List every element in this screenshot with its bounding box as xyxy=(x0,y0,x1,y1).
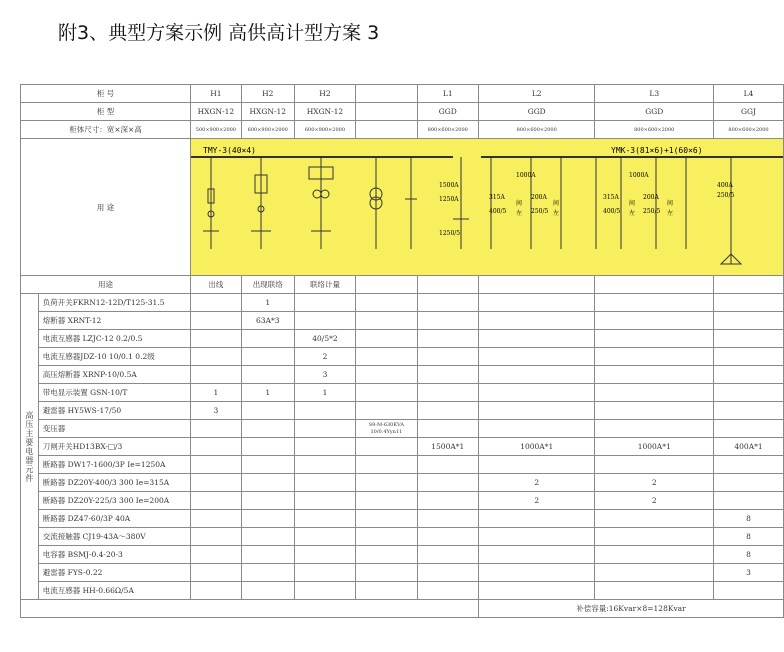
component-cell xyxy=(478,348,594,366)
component-cell xyxy=(478,366,594,384)
component-cell: 3 xyxy=(190,402,241,420)
component-cell: 3 xyxy=(294,366,355,384)
component-cell xyxy=(595,564,714,582)
component-name: 电容器 BSMJ-0.4-20-3 xyxy=(38,546,190,564)
component-cell xyxy=(241,582,294,600)
component-name: 负荷开关FKRN12-12D/T125-31.5 xyxy=(38,294,190,312)
component-name: 断路器 DZ20Y-400/3 300 Ie=315A xyxy=(38,474,190,492)
component-cell xyxy=(190,348,241,366)
component-cell xyxy=(356,564,417,582)
l1-rating-2: 1250/5 xyxy=(438,230,461,237)
l2-rating-7: 间 xyxy=(552,200,559,207)
table-row xyxy=(21,366,784,384)
single-line-diagram xyxy=(190,139,783,276)
component-cell xyxy=(356,492,417,510)
table-row xyxy=(21,546,784,564)
component-name: 电流互感器 LZJC-12 0.2/0.5 xyxy=(38,330,190,348)
component-cell xyxy=(417,294,478,312)
component-cell xyxy=(294,564,355,582)
header-cell: H2 xyxy=(294,85,355,103)
component-cell: 8 xyxy=(714,528,784,546)
component-cell xyxy=(356,366,417,384)
component-cell xyxy=(595,402,714,420)
component-name: 熔断器 XRNT-12 xyxy=(38,312,190,330)
component-cell: 2 xyxy=(595,474,714,492)
header-cell: 600×900×2000 xyxy=(294,121,355,139)
header-cell: L4 xyxy=(714,85,784,103)
component-cell xyxy=(595,294,714,312)
component-cell xyxy=(714,330,784,348)
component-cell xyxy=(417,510,478,528)
component-cell xyxy=(417,528,478,546)
component-cell: 1 xyxy=(241,384,294,402)
component-cell xyxy=(294,528,355,546)
usage-cell: 联络计量 xyxy=(294,276,355,294)
component-cell xyxy=(478,546,594,564)
component-cell xyxy=(714,420,784,438)
component-cell xyxy=(417,492,478,510)
component-cell xyxy=(478,330,594,348)
component-cell xyxy=(714,456,784,474)
component-cell xyxy=(478,402,594,420)
table-row xyxy=(21,510,784,528)
component-cell xyxy=(356,294,417,312)
l2-rating-4: 250/5 xyxy=(530,208,549,215)
component-cell xyxy=(478,384,594,402)
l3-rating-6: 左 xyxy=(628,210,635,217)
component-cell xyxy=(595,420,714,438)
l4-rating-1: 250/5 xyxy=(716,192,735,199)
component-cell xyxy=(478,510,594,528)
component-cell xyxy=(294,474,355,492)
header-cell: HXGN-12 xyxy=(190,103,241,121)
component-cell xyxy=(478,582,594,600)
component-cell xyxy=(356,348,417,366)
component-cell xyxy=(356,474,417,492)
component-cell: 8 xyxy=(714,546,784,564)
header-cell: GGD xyxy=(595,103,714,121)
component-cell xyxy=(190,456,241,474)
table-row xyxy=(21,420,784,438)
component-cell xyxy=(417,546,478,564)
component-cell xyxy=(241,492,294,510)
l3-rating-4: 250/5 xyxy=(642,208,661,215)
footer-empty xyxy=(21,600,479,618)
l2-rating-6: 左 xyxy=(515,210,522,217)
usage-cell xyxy=(356,276,417,294)
footer-row xyxy=(21,600,784,618)
header-cell: 800×600×2000 xyxy=(714,121,784,139)
component-cell xyxy=(294,312,355,330)
usage-cell xyxy=(595,276,714,294)
component-cell xyxy=(595,330,714,348)
component-cell xyxy=(714,294,784,312)
component-cell xyxy=(714,402,784,420)
component-name: 带电显示装置 GSN-10/T xyxy=(38,384,190,402)
component-cell xyxy=(417,564,478,582)
table-row xyxy=(21,348,784,366)
component-cell xyxy=(190,438,241,456)
component-cell xyxy=(478,312,594,330)
component-cell xyxy=(714,366,784,384)
header-row-number xyxy=(21,85,784,103)
component-cell: 1000A*1 xyxy=(595,438,714,456)
component-cell xyxy=(241,366,294,384)
l2-rating-3: 400/5 xyxy=(488,208,507,215)
component-cell xyxy=(417,402,478,420)
component-cell xyxy=(294,420,355,438)
component-cell xyxy=(595,582,714,600)
component-cell xyxy=(356,438,417,456)
table-row xyxy=(21,564,784,582)
component-cell xyxy=(241,402,294,420)
l2-rating-2: 200A xyxy=(530,194,547,201)
component-cell xyxy=(294,438,355,456)
component-cell xyxy=(241,564,294,582)
header-cell: 800×600×2000 xyxy=(417,121,478,139)
component-cell xyxy=(190,528,241,546)
component-cell xyxy=(190,366,241,384)
component-cell xyxy=(356,582,417,600)
table-row xyxy=(21,384,784,402)
component-cell xyxy=(356,528,417,546)
component-cell: 3 xyxy=(714,564,784,582)
component-cell: 2 xyxy=(294,348,355,366)
l3-rating-0: 1000A xyxy=(628,172,649,179)
diagram-row xyxy=(21,139,784,276)
component-name: 刀闸开关HD13BX-□/3 xyxy=(38,438,190,456)
component-cell xyxy=(595,546,714,564)
header-cell: HXGN-12 xyxy=(241,103,294,121)
side-label: 高压主要电器元件 xyxy=(21,294,39,600)
header-cell: L2 xyxy=(478,85,594,103)
page-title: 附3、典型方案示例 高供高计型方案 3 xyxy=(58,22,380,44)
component-cell: 1 xyxy=(241,294,294,312)
component-cell xyxy=(356,312,417,330)
l2-rating-8: 左 xyxy=(552,210,559,217)
header-cell xyxy=(356,121,417,139)
component-cell: 1000A*1 xyxy=(478,438,594,456)
component-cell xyxy=(595,456,714,474)
table-row xyxy=(21,582,784,600)
component-cell xyxy=(356,456,417,474)
header-row-size xyxy=(21,121,784,139)
component-name: 电流互感器 HH-0.66Ω/5A xyxy=(38,582,190,600)
bus-right-label: YMK-3(81×6)+1(60×6) xyxy=(610,146,703,155)
component-cell xyxy=(294,546,355,564)
component-cell xyxy=(595,348,714,366)
component-cell xyxy=(356,510,417,528)
component-cell xyxy=(714,582,784,600)
component-cell xyxy=(241,528,294,546)
header-cell: HXGN-12 xyxy=(294,103,355,121)
component-cell xyxy=(241,420,294,438)
table-row xyxy=(21,528,784,546)
component-cell xyxy=(190,492,241,510)
component-cell xyxy=(478,528,594,546)
component-cell xyxy=(190,420,241,438)
diagram-label: 用 途 xyxy=(21,139,191,276)
component-cell: 400A*1 xyxy=(714,438,784,456)
footer-note: 补偿容量:16Kvar×8=128Kvar xyxy=(478,600,783,618)
usage-cell xyxy=(417,276,478,294)
header-cell xyxy=(356,85,417,103)
header-label: 柜 号 xyxy=(21,85,191,103)
component-cell xyxy=(294,492,355,510)
l3-rating-8: 左 xyxy=(666,210,673,217)
component-cell xyxy=(241,546,294,564)
component-cell xyxy=(294,402,355,420)
header-cell: GGD xyxy=(417,103,478,121)
header-label: 柜 型 xyxy=(21,103,191,121)
usage-cell xyxy=(478,276,594,294)
l2-rating-0: 1000A xyxy=(515,172,536,179)
component-cell xyxy=(417,456,478,474)
component-cell xyxy=(417,330,478,348)
table-row xyxy=(21,438,784,456)
l3-rating-1: 315A xyxy=(602,194,619,201)
component-cell xyxy=(241,456,294,474)
component-cell: 2 xyxy=(595,492,714,510)
usage-cell xyxy=(714,276,784,294)
table-row xyxy=(21,294,784,312)
table-row xyxy=(21,456,784,474)
component-cell xyxy=(714,384,784,402)
component-cell xyxy=(294,456,355,474)
component-cell: 1 xyxy=(294,384,355,402)
component-cell xyxy=(417,384,478,402)
usage-label: 用途 xyxy=(21,276,191,294)
table-row xyxy=(21,474,784,492)
header-cell: H1 xyxy=(190,85,241,103)
header-cell: 500×900×2000 xyxy=(190,121,241,139)
component-cell: 40/5*2 xyxy=(294,330,355,348)
component-cell: 8 xyxy=(714,510,784,528)
component-cell xyxy=(241,348,294,366)
l4-rating-0: 400A xyxy=(716,182,733,189)
header-cell: 800×600×2000 xyxy=(595,121,714,139)
component-name: 电流互感器JDZ-10 10/0.1 0.2级 xyxy=(38,348,190,366)
component-cell xyxy=(417,348,478,366)
header-row-type xyxy=(21,103,784,121)
component-name: 高压熔断器 XRNP-10/0.5A xyxy=(38,366,190,384)
component-name: 变压器 xyxy=(38,420,190,438)
component-cell xyxy=(356,384,417,402)
usage-cell: 出现联络 xyxy=(241,276,294,294)
scheme-table xyxy=(20,84,784,618)
header-cell xyxy=(356,103,417,121)
component-cell xyxy=(417,420,478,438)
component-cell xyxy=(190,294,241,312)
l3-rating-2: 200A xyxy=(642,194,659,201)
component-cell: S9-M-630KVA 10/0.4Yyn11 xyxy=(356,420,417,438)
component-cell xyxy=(417,474,478,492)
component-cell xyxy=(190,546,241,564)
component-cell xyxy=(190,564,241,582)
component-cell xyxy=(714,492,784,510)
component-cell xyxy=(417,312,478,330)
l2-rating-5: 间 xyxy=(515,200,522,207)
component-cell xyxy=(417,582,478,600)
component-name: 避雷器 FYS-0.22 xyxy=(38,564,190,582)
table-row xyxy=(21,312,784,330)
header-cell: H2 xyxy=(241,85,294,103)
component-cell xyxy=(595,384,714,402)
component-cell xyxy=(356,402,417,420)
component-cell: 1 xyxy=(190,384,241,402)
component-cell xyxy=(241,474,294,492)
header-cell: GGD xyxy=(478,103,594,121)
table-row xyxy=(21,492,784,510)
component-cell xyxy=(190,330,241,348)
header-cell: GGJ xyxy=(714,103,784,121)
component-cell xyxy=(714,312,784,330)
usage-cell: 出线 xyxy=(190,276,241,294)
header-cell: 800×600×2000 xyxy=(478,121,594,139)
component-cell xyxy=(241,330,294,348)
component-cell xyxy=(294,294,355,312)
bus-left-label: TMY-3(40×4) xyxy=(202,146,256,155)
header-label: 柜体尺寸：宽×深×高 xyxy=(21,121,191,139)
component-cell xyxy=(294,510,355,528)
component-cell xyxy=(714,474,784,492)
component-name: 断路器 DZ20Y-225/3 300 Ie=200A xyxy=(38,492,190,510)
component-cell xyxy=(595,312,714,330)
header-cell: 600×900×2000 xyxy=(241,121,294,139)
component-cell: 63A*3 xyxy=(241,312,294,330)
l1-rating-0: 1500A xyxy=(438,182,459,189)
diagram-svg xyxy=(191,139,783,275)
usage-row xyxy=(21,276,784,294)
component-name: 断路器 DW17-1600/3P Ie=1250A xyxy=(38,456,190,474)
component-cell xyxy=(595,366,714,384)
l2-rating-1: 315A xyxy=(488,194,505,201)
component-cell xyxy=(478,564,594,582)
component-cell: 2 xyxy=(478,474,594,492)
l3-rating-7: 间 xyxy=(666,200,673,207)
table-row xyxy=(21,402,784,420)
component-cell xyxy=(356,330,417,348)
component-cell xyxy=(595,510,714,528)
l3-rating-3: 400/5 xyxy=(602,208,621,215)
component-cell xyxy=(478,456,594,474)
component-cell xyxy=(190,582,241,600)
component-cell xyxy=(478,294,594,312)
component-name: 断路器 DZ47-60/3P 40A xyxy=(38,510,190,528)
component-cell xyxy=(356,546,417,564)
l3-rating-5: 间 xyxy=(628,200,635,207)
table-row xyxy=(21,330,784,348)
component-cell xyxy=(190,510,241,528)
component-cell: 2 xyxy=(478,492,594,510)
component-name: 交流接触器 CJ19-43A～380V xyxy=(38,528,190,546)
l1-rating-1: 1250A xyxy=(438,196,459,203)
component-cell xyxy=(294,582,355,600)
component-cell xyxy=(478,420,594,438)
component-cell xyxy=(595,528,714,546)
header-cell: L3 xyxy=(595,85,714,103)
component-cell: 1500A*1 xyxy=(417,438,478,456)
component-cell xyxy=(714,348,784,366)
component-cell xyxy=(241,438,294,456)
component-name: 避雷器 HY5WS-17/50 xyxy=(38,402,190,420)
header-cell: L1 xyxy=(417,85,478,103)
component-cell xyxy=(241,510,294,528)
component-cell xyxy=(190,474,241,492)
component-cell xyxy=(417,366,478,384)
component-cell xyxy=(190,312,241,330)
